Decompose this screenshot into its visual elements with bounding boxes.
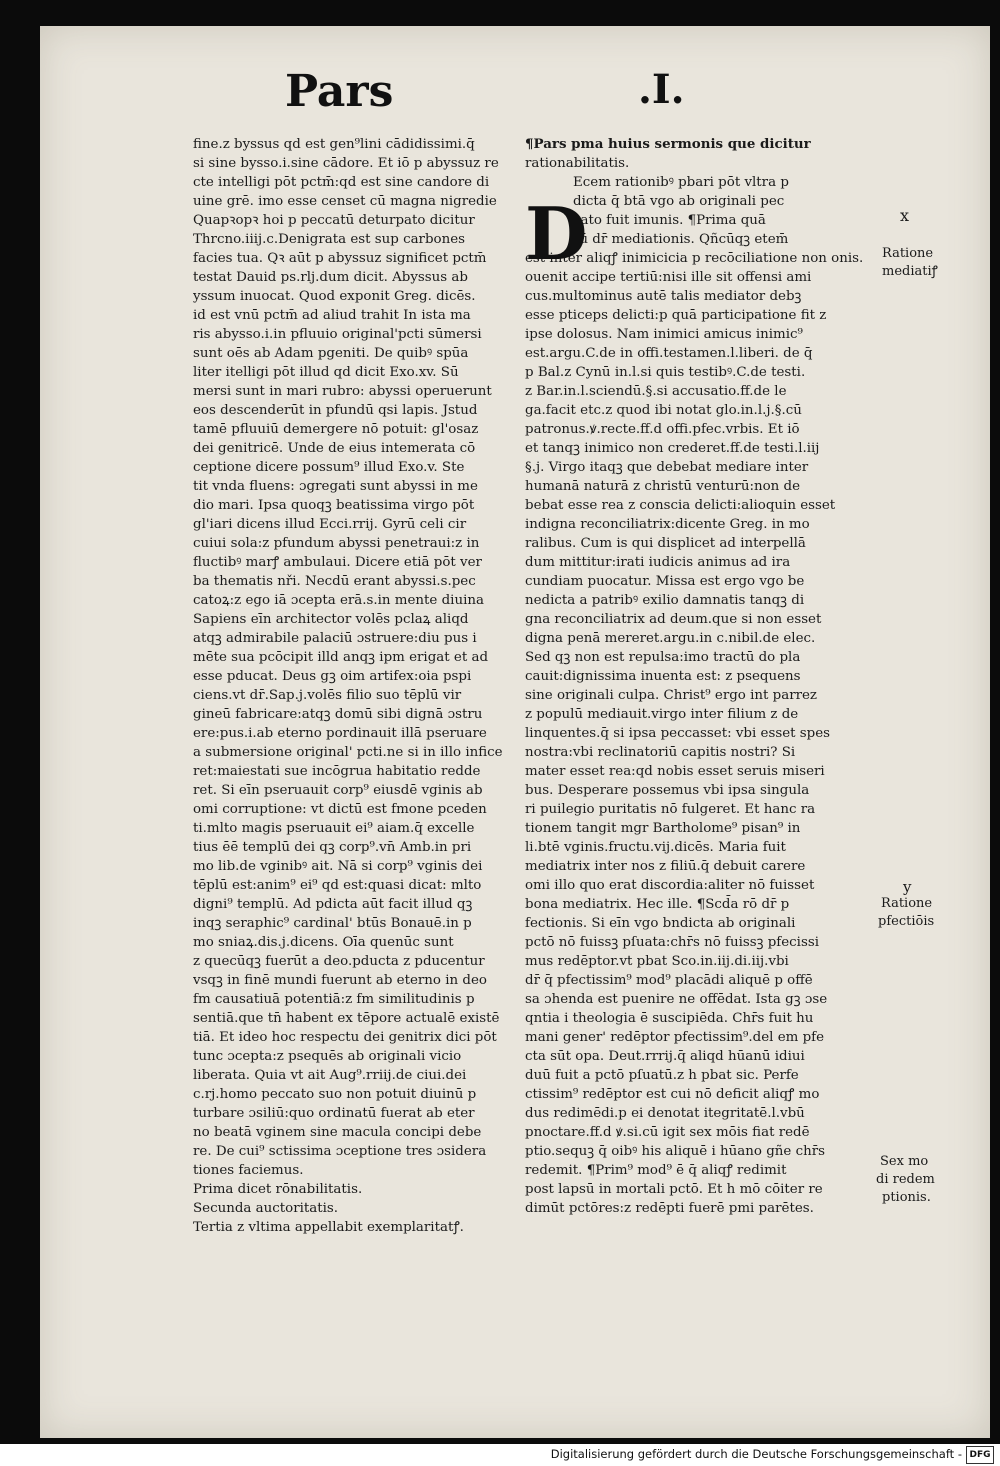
text-line: tit vnda fluens: ɔgregati sunt abyssi in me xyxy=(193,479,478,494)
section-rubric-2: rationabilitatis. xyxy=(525,156,630,171)
text-line: gineū fabricare:atqꝫ domū sibi dignā ɔstru xyxy=(193,707,483,722)
text-line: indigna reconciliatrix:dicente Greg. in mo xyxy=(525,517,810,532)
text-line: atqꝫ admirabile palaciū ɔstruere:diu pus i xyxy=(193,631,477,646)
text-line: ceptione dicere possum⁹ illud Exo.v. Ste xyxy=(193,460,465,475)
text-line: post lapsū in mortali pctō. Et h mō cōiter re xyxy=(525,1182,823,1197)
dfg-logo: DFG xyxy=(966,1446,994,1464)
text-line: bus. Desperare possemus vbi ipsa singula xyxy=(525,783,810,798)
section-rubric: ¶Pars pma huius sermonis que dicitur xyxy=(525,136,811,152)
text-line: bebat esse rea z conscia delicti:alioquin esset xyxy=(525,498,836,513)
text-line: ipse dolosus. Nam inimici amicus inimic⁹ xyxy=(525,327,803,342)
text-line: patronus.ꝟ.recte.ff.d offi.pfec.vrbis. Et iō xyxy=(525,422,800,437)
text-line: Sed qꝫ non est repulsa:imo tractū do pla xyxy=(525,650,801,665)
text-line: tionem tangit mgr Bartholome⁹ pisan⁹ in xyxy=(525,821,801,836)
text-line: cundiam puocatur. Missa est ergo vgo be xyxy=(525,574,805,589)
text-line: bona mediatrix. Hec ille. ¶Scd̄a rō dr̄ p xyxy=(525,897,790,912)
text-line: fm causatiuā potentiā:z fm similitudinis p xyxy=(193,992,475,1007)
text-line: ret. Si eīn pseruauit corp⁹ eiusdē vginis ab xyxy=(193,783,483,798)
text-line: omi corruptione: vt dictū est fmone pceden xyxy=(193,802,487,817)
text-line: mēte sua pcōcipit illd anqꝫ ipm erigat et ad xyxy=(193,650,489,665)
text-line: mus redēptor.vt pbat Sco.in.iij.di.iij.vbi xyxy=(525,954,789,969)
text-line: mani gener' redēptor pfectissim⁹.del em pfe xyxy=(525,1030,825,1045)
text-line: pctō nō fuissꝫ pſuata:chr̄s nō fuissꝫ pfecissi xyxy=(525,935,819,950)
text-line: Secunda auctoritatis. xyxy=(193,1201,339,1216)
text-line: mersi sunt in mari rubro: abyssi operuerunt xyxy=(193,384,492,399)
margin-note-ratione-2: Ratione xyxy=(881,896,933,911)
footer-credit: Digitalisierung gefördert durch die Deutsche Forschungsgemeinschaft - xyxy=(550,1447,962,1461)
text-line: tius ēē templū dei qꝫ corp⁹.vn̄ Amb.in pri xyxy=(193,840,472,855)
text-line: fine.z byssus qd est gen⁹lini cādidissimi.q̄ xyxy=(193,137,475,152)
text-line: turbare ɔsiliū:quo ordinatū fuerat ab eter xyxy=(193,1106,475,1121)
text-line: cus.multominus autē talis mediator debꝫ xyxy=(525,289,802,304)
text-line: tēplū est:anim⁹ ei⁹ qd est:quasi dicat: mlto xyxy=(193,878,482,893)
text-line: ptio.sequꝫ q̄ oibꝰ his aliquē i hūano gñe chr̄s xyxy=(525,1144,825,1159)
text-line: liter itelligi pōt illud qd dicit Exo.xv. Sū xyxy=(193,365,459,380)
text-line: ga.facit etc.z quod ibi notat glo.in.l.j.§.cū xyxy=(525,403,802,418)
drop-capital: D xyxy=(525,191,588,276)
text-line: cauit:dignissima inuenta est: z psequens xyxy=(525,669,801,684)
text-line: redemit. ¶Prim⁹ mod⁹ ē q̄ aliqꝭ redimit xyxy=(525,1163,787,1178)
text-line: nedicta a patribꝰ exilio damnatis tanqꝫ di xyxy=(525,593,805,608)
text-line: ere:pus.i.ab eterno pordinauit illā pseruare xyxy=(193,726,487,741)
text-line: yssum inuocat. Quod exponit Greg. dicēs. xyxy=(193,289,476,304)
text-line: si sine bysso.i.sine cādore. Et iō p abyssuz re xyxy=(193,156,499,171)
text-line: facies tua. Qꝛ aūt p abyssuz significet pctm̄ xyxy=(193,251,487,266)
text-line: gna reconciliatrix ad deum.que si non esset xyxy=(525,612,822,627)
text-line: dr̄ q̄ pfectissim⁹ mod⁹ placādi aliquē p offē xyxy=(525,973,813,988)
text-line: duū fuit a pctō pſuatū.z h pbat sic. Perfe xyxy=(525,1068,799,1083)
text-line: sine originali culpa. Christ⁹ ergo int parrez xyxy=(525,688,817,703)
text-line: pnoctare.ff.d ꝟ.si.cū igit sex mōis fiat redē xyxy=(525,1125,810,1140)
text-line: cato fuit imunis. ¶Prima quā xyxy=(573,213,766,228)
text-line: ti.mlto magis pseruauit ei⁹ aiam.q̄ excelle xyxy=(193,821,475,836)
text-line: digna penā mereret.argu.in c.nibil.de elec. xyxy=(525,631,816,646)
margin-note-ratione: Ratione xyxy=(882,246,934,261)
text-line: vsqꝫ in finē mundi fuerunt ab eterno in deo xyxy=(193,973,487,988)
text-line: z Bar.in.l.sciendū.§.si accusatio.ff.de le xyxy=(525,384,787,399)
text-line: est inter aliqꝭ inimicicia p recōciliatione non onis. xyxy=(525,251,864,266)
text-line: qntia i theologia ē suscipiēda. Chr̄s fuit hu xyxy=(525,1011,814,1026)
text-line: humanā naturā z christū venturū:non de xyxy=(525,479,801,494)
text-line: tiones faciemus. xyxy=(193,1163,304,1178)
margin-note-di-redem: di redem xyxy=(876,1172,935,1187)
text-line: ris abysso.i.in pfluuio original'pcti sūmersi xyxy=(193,327,482,342)
text-line: Sapiens eīn architector volēs pclaꝝ aliqd xyxy=(193,612,469,627)
running-head-left: Pars xyxy=(285,66,394,117)
text-line: cta sūt opa. Deut.rrrij.q̄ aliqd hūanū idiui xyxy=(525,1049,805,1064)
text-line: tunc ɔcepta:z psequēs ab originali vicio xyxy=(193,1049,462,1064)
text-line: no beatā vginem sine macula concipi debe xyxy=(193,1125,482,1140)
text-line: sunt oēs ab Adam pgeniti. De quibꝰ spūa xyxy=(193,346,469,361)
text-line: nostra:vbi reclinatoriū capitis nostri? Si xyxy=(525,745,796,760)
text-line: §.j. Virgo itaqꝫ que debebat mediare inter xyxy=(525,460,809,475)
margin-numeral-y: y xyxy=(903,878,912,896)
text-line: cuiui sola:z pfundum abyssi penetraui:z in xyxy=(193,536,480,551)
text-line: ri puilegio puritatis nō fulgeret. Et hanc ra xyxy=(525,802,816,817)
text-line: ouenit accipe tertiū:nisi ille sit offensi ami xyxy=(525,270,812,285)
text-line: catoꝝ:z ego iā ɔcepta erā.s.in mente diuina xyxy=(193,593,484,608)
text-line: z populū mediauit.virgo inter filium z de xyxy=(525,707,799,722)
text-line: testat Dauid ps.rlj.dum dicit. Abyssus ab xyxy=(193,270,468,285)
margin-note-ptionis: ptionis. xyxy=(882,1190,931,1205)
text-line: z quecūqꝫ fuerūt a deo.pducta z pducentur xyxy=(193,954,485,969)
text-line: linquentes.q̄ si ipsa peccasset: vbi esset spes xyxy=(525,726,831,741)
text-line: p Bal.z Cynū in.l.si quis testibꝰ.C.de testi. xyxy=(525,365,806,380)
margin-note-mediationis: mediatiꝭ xyxy=(882,264,938,279)
text-line: dimūt pctōres:z redēpti fuerē pmi parētes. xyxy=(525,1201,814,1216)
text-line: mediatrix inter nos z filiū.q̄ debuit carere xyxy=(525,859,806,874)
text-line: et tanqꝫ inimico non crederet.ff.de testi.l.iij xyxy=(525,441,820,456)
text-line: Tertia z vltima appellabit exemplaritatꝭ. xyxy=(193,1220,464,1235)
text-line: digni⁹ templū. Ad pdicta aūt facit illud qꝫ xyxy=(193,897,473,912)
text-line: ba thematis nři. Necdū erant abyssi.s.pec xyxy=(193,574,476,589)
text-line: dio mari. Ipsa quoqꝫ beatissima virgo pōt xyxy=(193,498,475,513)
text-line: ret:maiestati sue incōgrua habitatio redde xyxy=(193,764,481,779)
text-line: dicta q̄ btā vgo ab originali pec xyxy=(573,194,785,209)
margin-note-sex-modi: Sex mo xyxy=(880,1154,929,1169)
text-line: re. De cui⁹ sctissima ɔceptione tres ɔsidera xyxy=(193,1144,487,1159)
right-text-column xyxy=(525,135,875,1218)
text-line: tamē pfluuiū demergere nō potuit: gl'osaz xyxy=(193,422,479,437)
left-text-column xyxy=(193,135,538,1237)
text-line: sentiā.que tn̄ habent ex tēpore actualē existē xyxy=(193,1011,500,1026)
text-line: ralibus. Cum is qui displicet ad interpellā xyxy=(525,536,806,551)
text-line: eos descenderūt in pfundū qsi lapis. Jstud xyxy=(193,403,478,418)
text-line: sa ɔhenda est puenire ne offēdat. Ista gꝫ ɔse xyxy=(525,992,828,1007)
text-line: tiā. Et ideo hoc respectu dei genitrix dici pōt xyxy=(193,1030,497,1045)
text-line: ctissim⁹ redēptor est cui nō deficit aliqꝭ mo xyxy=(525,1087,820,1102)
text-line: dei genitricē. Unde de eius intemerata cō xyxy=(193,441,476,456)
margin-note-perfectionis: pfectiōis xyxy=(878,914,935,929)
text-line: est.argu.C.de in offi.testamen.l.liberi. de q̄ xyxy=(525,346,813,361)
footer-bar xyxy=(0,1444,1000,1466)
text-line: esse pticeps delicti:p quā participatione fit z xyxy=(525,308,827,323)
text-line: rū dr̄ mediationis. Qñcūqꝫ etem̄ xyxy=(573,232,789,247)
text-line: a submersione original' pcti.ne si in illo infice xyxy=(193,745,503,760)
text-line: dus redimēdi.p ei denotat itegritatē.l.vbū xyxy=(525,1106,805,1121)
text-line: esse pducat. Deus gꝫ oim artifex:oia pspi xyxy=(193,669,472,684)
text-line: Ecem rationibꝰ pbari pōt vltra p xyxy=(573,175,789,190)
text-line: id est vnū pctm̄ ad aliud trahit In ista ma xyxy=(193,308,471,323)
text-line: uine grē. imo esse censet cū magna nigredie xyxy=(193,194,497,209)
running-head-right: .I. xyxy=(638,66,685,113)
text-line: mo sniaꝝ.dis.j.dicens. Oīa quenūc sunt xyxy=(193,935,454,950)
text-line: fluctibꝰ marꝭ ambulaui. Dicere etiā pōt ver xyxy=(193,555,482,570)
text-line: Quapꝛopꝛ hoi p peccatū deturpato dicitur xyxy=(193,213,475,228)
text-line: mo lib.de vginibꝰ ait. Nā si corp⁹ vginis dei xyxy=(193,859,483,874)
margin-numeral-x: x xyxy=(900,206,910,225)
text-line: li.btē vginis.fructu.vij.dicēs. Maria fuit xyxy=(525,840,786,855)
text-line: c.rj.homo peccato suo non potuit diuinū p xyxy=(193,1087,477,1102)
text-line: Prima dicet rōnabilitatis. xyxy=(193,1182,363,1197)
text-line: Thrcno.iiij.c.Denigrata est sup carbones xyxy=(193,232,466,247)
text-line: gl'iari dicens illud Ecci.rrij. Gyrū celi cir xyxy=(193,517,467,532)
text-line: inqꝫ seraphic⁹ cardinal' btūs Bonauē.in p xyxy=(193,916,472,931)
text-line: liberata. Quia vt ait Aug⁹.rriij.de ciui.dei xyxy=(193,1068,467,1083)
text-line: cte intelligi pōt pctm̄:qd est sine candore di xyxy=(193,175,490,190)
text-line: mater esset rea:qd nobis esset seruis miseri xyxy=(525,764,825,779)
text-line: fectionis. Si eīn vgo bndicta ab originali xyxy=(525,916,796,931)
text-line: ciens.vt dr̄.Sap.j.volēs filio suo tēplū vir xyxy=(193,688,462,703)
text-line: omi illo quo erat discordia:aliter nō fuisset xyxy=(525,878,815,893)
text-line: dum mittitur:irati iudicis animus ad ira xyxy=(525,555,791,570)
